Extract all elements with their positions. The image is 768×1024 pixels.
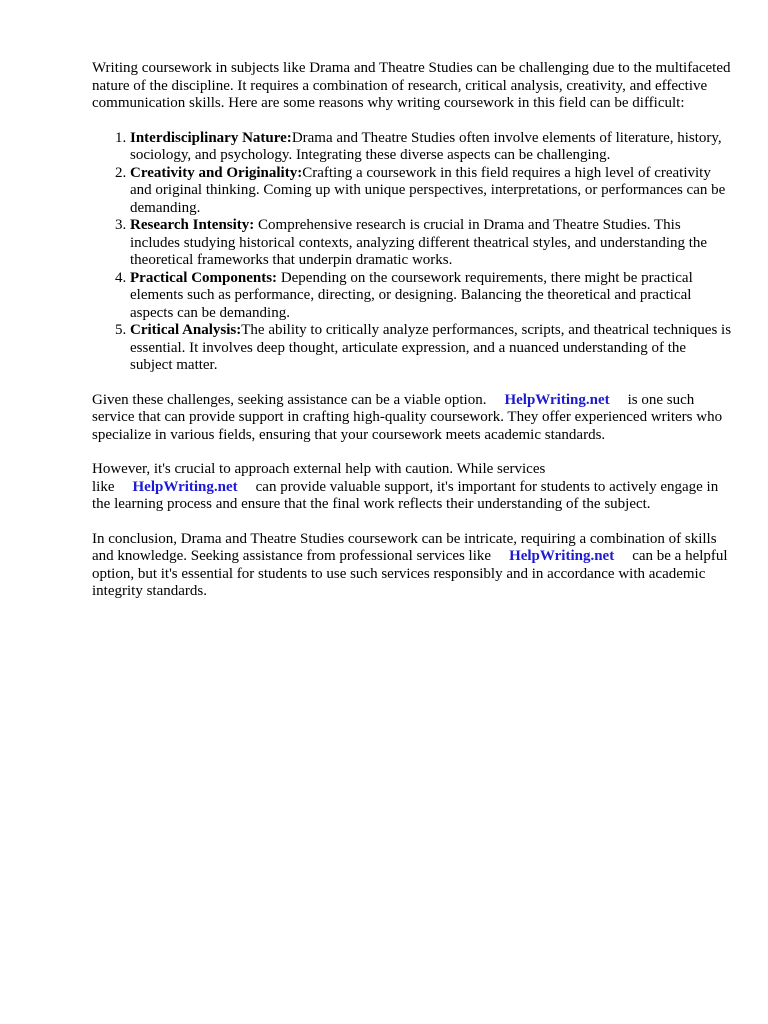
paragraph-text: can provide valuable support, it's important for students to actively engage in the learning process and ensure that the final work reflects their understanding of the subject. bbox=[92, 478, 719, 512]
reason-title: Practical Components: bbox=[130, 269, 278, 286]
list-item bbox=[130, 270, 732, 323]
reason-title: Creativity and Originality: bbox=[130, 164, 303, 181]
helpwriting-link[interactable]: HelpWriting.net bbox=[509, 548, 615, 564]
list-item bbox=[130, 130, 732, 165]
paragraph-text: However, it's crucial to approach external help with caution. While services like bbox=[92, 461, 546, 495]
reason-text: Drama and Theatre Studies often involve elements of literature, history, sociology, and psychology. Integrating these diverse aspects can be challenging. bbox=[130, 129, 722, 163]
paragraph-text: In conclusion, Drama and Theatre Studies coursework can be intricate, requiring a combination of skills and knowledge. Seeking assistance from professional services like bbox=[92, 530, 717, 564]
assistance-paragraph bbox=[92, 392, 732, 445]
document-body bbox=[92, 60, 732, 618]
reason-title: Interdisciplinary Nature: bbox=[130, 129, 292, 146]
reasons-list bbox=[92, 130, 732, 375]
reason-title: Critical Analysis: bbox=[130, 322, 242, 338]
list-item bbox=[130, 322, 732, 375]
reason-text: The ability to critically analyze performances, scripts, and theatrical techniques is essential. It involves deep thought, articulate expression, and a nuanced understanding of the subject matter. bbox=[130, 322, 732, 373]
helpwriting-link[interactable]: HelpWriting.net bbox=[504, 391, 610, 408]
reason-title: Research Intensity: bbox=[130, 217, 255, 233]
paragraph-text: is one such service that can provide support in crafting high-quality coursework. They offer experienced writers who specialize in various fields, ensuring that your coursework meets academic standards. bbox=[92, 391, 723, 443]
reason-text: Depending on the coursework requirements, there might be practical elements such as performance, directing, or designing. Balancing the theoretical and practical aspects can be demanding. bbox=[130, 269, 693, 321]
conclusion-paragraph bbox=[92, 531, 732, 601]
reason-text: Comprehensive research is crucial in Drama and Theatre Studies. This includes studying historical contexts, analyzing different theatrical styles, and understanding the theoretical frameworks that underpin dramatic works. bbox=[130, 217, 708, 268]
list-item bbox=[130, 217, 732, 270]
intro-paragraph: Writing coursework in subjects like Drama and Theatre Studies can be challenging due to the multifaceted nature of the discipline. It requires a combination of research, critical analysis, creativity, and effective communication skills. Here are some reasons why writing coursework in this field can be difficult: bbox=[92, 60, 731, 111]
paragraph-text: Given these challenges, seeking assistance can be a viable option. bbox=[92, 391, 487, 408]
reason-text: Crafting a coursework in this field requires a high level of creativity and original thinking. Coming up with unique perspectives, interpretations, or performances can be demanding. bbox=[130, 164, 726, 216]
helpwriting-link[interactable]: HelpWriting.net bbox=[132, 478, 238, 495]
list-item bbox=[130, 165, 732, 218]
paragraph-text: can be a helpful option, but it's essential for students to use such services responsibly and in accordance with academic integrity standards. bbox=[92, 548, 728, 599]
caution-paragraph bbox=[92, 461, 732, 514]
